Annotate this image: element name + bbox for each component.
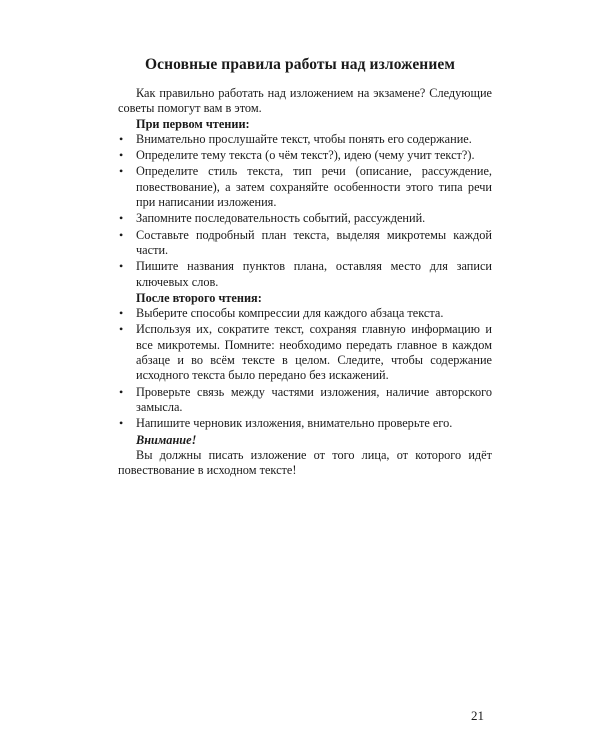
- list-item-text: Составьте подробный план текста, выделяя микротемы каждой части.: [136, 227, 492, 257]
- first-reading-list: [118, 132, 492, 290]
- document-body: [118, 86, 492, 478]
- note-heading: Внимание!: [136, 432, 197, 447]
- section-heading-second-reading: После второго чтения:: [136, 290, 262, 305]
- list-item-text: Выберите способы компрессии для каждого абзаца текста.: [136, 306, 444, 321]
- list-item: [118, 385, 492, 416]
- note-paragraph: Вы должны писать изложение от того лица, от которого идёт повествование в исходном тексте!: [118, 447, 492, 478]
- page-title: Основные правила работы над изложением: [145, 56, 455, 73]
- bullet-icon: •: [119, 259, 124, 274]
- bullet-icon: •: [119, 322, 124, 337]
- list-item-text: Определите стиль текста, тип речи (описание, рассуждение, повествование), а затем сохраняйте особенности этого типа речи при написании изложения.: [136, 164, 492, 210]
- second-reading-list: [118, 306, 492, 431]
- bullet-icon: •: [119, 164, 124, 179]
- list-item-text: Напишите черновик изложения, внимательно проверьте его.: [136, 416, 453, 431]
- bullet-icon: •: [119, 131, 124, 146]
- list-item-text: Пишите названия пунктов плана, оставляя место для записи ключевых слов.: [136, 259, 492, 289]
- list-item: [118, 211, 492, 226]
- section-heading-first-reading: При первом чтении:: [136, 116, 250, 131]
- bullet-icon: •: [119, 416, 124, 431]
- bullet-icon: •: [119, 306, 124, 321]
- intro-paragraph: Как правильно работать над изложением на экзамене? Следующие советы помогут вам в этом.: [118, 86, 492, 116]
- list-item: [118, 306, 492, 321]
- list-item: [118, 322, 492, 383]
- list-item-text: Проверьте связь между частями изложения, наличие авторского замысла.: [136, 384, 492, 414]
- list-item-text: Определите тему текста (о чём текст?), идею (чему учит текст?).: [136, 148, 475, 163]
- bullet-icon: •: [119, 211, 124, 226]
- list-item: [118, 148, 492, 163]
- list-item: [118, 416, 492, 431]
- list-item: [118, 228, 492, 259]
- bullet-icon: •: [119, 384, 124, 399]
- page-number: 21: [471, 708, 484, 723]
- bullet-icon: •: [119, 148, 124, 163]
- list-item: [118, 259, 492, 290]
- list-item-text: Используя их, сократите текст, сохраняя главную информацию и все микротемы. Помните: необходимо передать главное в каждом абзаце и во всём тексте в целом. Следите, чтобы содержание исходного текста было передано без искажений.: [136, 322, 492, 383]
- list-item: [118, 164, 492, 210]
- list-item: [118, 132, 492, 147]
- bullet-icon: •: [119, 227, 124, 242]
- list-item-text: Запомните последовательность событий, рассуждений.: [136, 211, 426, 226]
- list-item-text: Внимательно прослушайте текст, чтобы понять его содержание.: [136, 131, 472, 146]
